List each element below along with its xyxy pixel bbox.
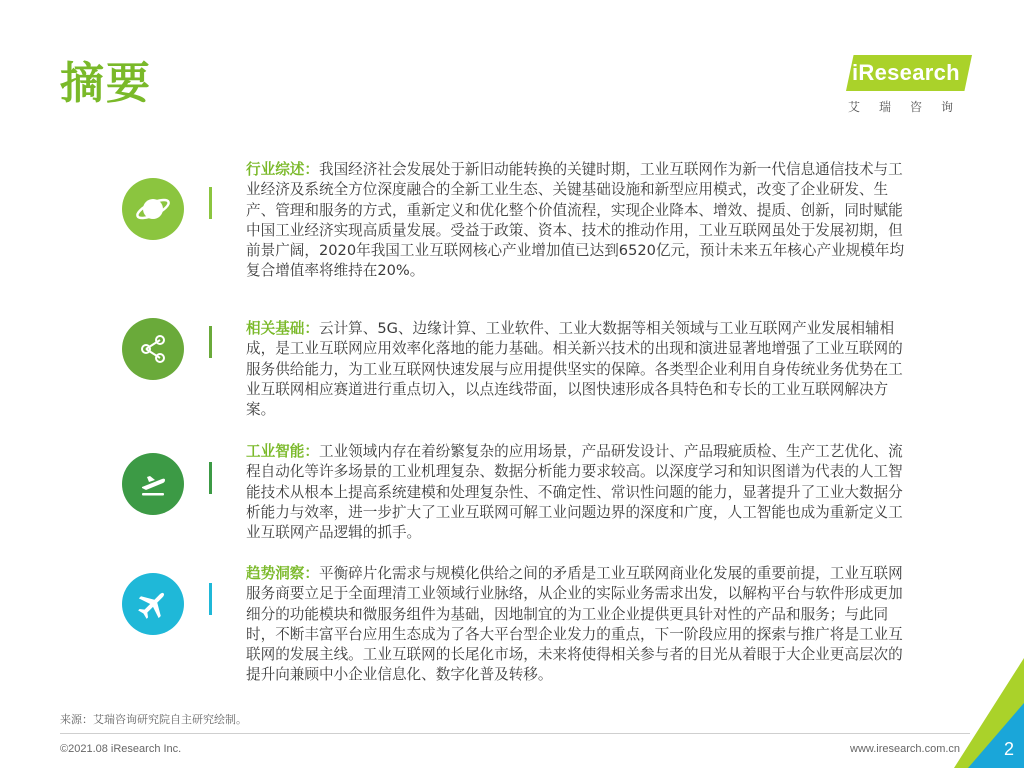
copyright: ©2021.08 iResearch Inc. [60, 743, 182, 755]
section-heading: 工业智能： [246, 443, 319, 460]
section-divider-bar [209, 462, 212, 494]
footer-divider [60, 733, 970, 734]
plane-takeoff-icon [122, 453, 184, 515]
section-heading: 行业综述： [246, 161, 319, 178]
section-heading: 趋势洞察： [246, 565, 319, 582]
logo-brand: iResearch [852, 60, 960, 85]
page-number: 2 [1003, 739, 1014, 759]
iresearch-logo [846, 55, 976, 120]
planet-icon [122, 178, 184, 240]
section-industry-overview [246, 160, 912, 282]
section-body: 平衡碎片化需求与规模化供给之间的矛盾是工业互联网商业化发展的重要前提，工业互联网服务商要立足于全面理清工业领域行业脉络，从企业的实际业务需求出发，以解构平台与软件形成更加细分的功能模块和微服务组件为基础，因地制宜的为工业企业提供更具针对性的产品和服务；与此同时，不断丰富平台应用生态成为了各大平台型企业发力的重点，下一阶段应用的探索与推广将是工业互联网的发展主线。工业互联网的长尾化市场，未来将使得相关参与者的目光从着眼于大企业更高层次的提升向兼顾中小企业信息化、数字化普及转移。 [246, 565, 903, 684]
section-divider-bar [209, 187, 212, 219]
section-divider-bar [209, 583, 212, 615]
logo-subtitle: 艾瑞咨询 [848, 100, 973, 114]
share-icon [122, 318, 184, 380]
source-note: 来源：艾瑞咨询研究院自主研究绘制。 [60, 713, 247, 726]
section-body: 我国经济社会发展处于新旧动能转换的关键时期，工业互联网作为新一代信息通信技术与工业经济及系统全方位深度融合的全新工业生态、关键基础设施和新型应用模式，改变了企业研发、生产、管理和服务的方式，重新定义和优化整个价值流程，实现企业降本、增效、提质、创新，同时赋能中国工业经济实现高质量发展。受益于政策、资本、技术的推动作用，工业互联网虽处于发展初期，但前景广阔，2020年我国工业互联网核心产业增加值已达到6520亿元，预计未来五年核心产业规模年均复合增值率将维持在20%。 [246, 161, 905, 280]
section-related-foundation [246, 319, 912, 420]
section-trend-insight [246, 564, 912, 686]
section-heading: 相关基础： [246, 320, 319, 337]
section-body: 工业领域内存在着纷繁复杂的应用场景，产品研发设计、产品瑕疵质检、生产工艺优化、流程自动化等许多场景的工业机理复杂、数据分析能力要求较高。以深度学习和知识图谱为代表的人工智能技术从根本上提高系统建模和处理复杂性、不确定性、常识性问题的能力，显著提升了工业大数据分析能力与效率，进一步扩大了工业互联网可解工业问题边界的深度和广度，人工智能也成为重新定义工业互联网产品逻辑的抓手。 [246, 443, 903, 542]
airplane-icon [122, 573, 184, 635]
section-divider-bar [209, 326, 212, 358]
section-industrial-intelligence [246, 442, 912, 543]
section-body: 云计算、5G、边缘计算、工业软件、工业大数据等相关领域与工业互联网产业发展相辅相成，是工业互联网应用效率化落地的能力基础。相关新兴技术的出现和演进显著地增强了工业互联网的服务供给能力，为工业互联网快速发展与应用提供坚实的保障。各类型企业利用自身传统业务优势在工业互联网相应赛道进行重点切入，以点连线带面，以图快速形成各具特色和专长的工业互联网解决方案。 [246, 320, 903, 419]
page-title: 摘要 [60, 58, 152, 109]
website-link[interactable]: www.iresearch.com.cn [850, 743, 961, 755]
